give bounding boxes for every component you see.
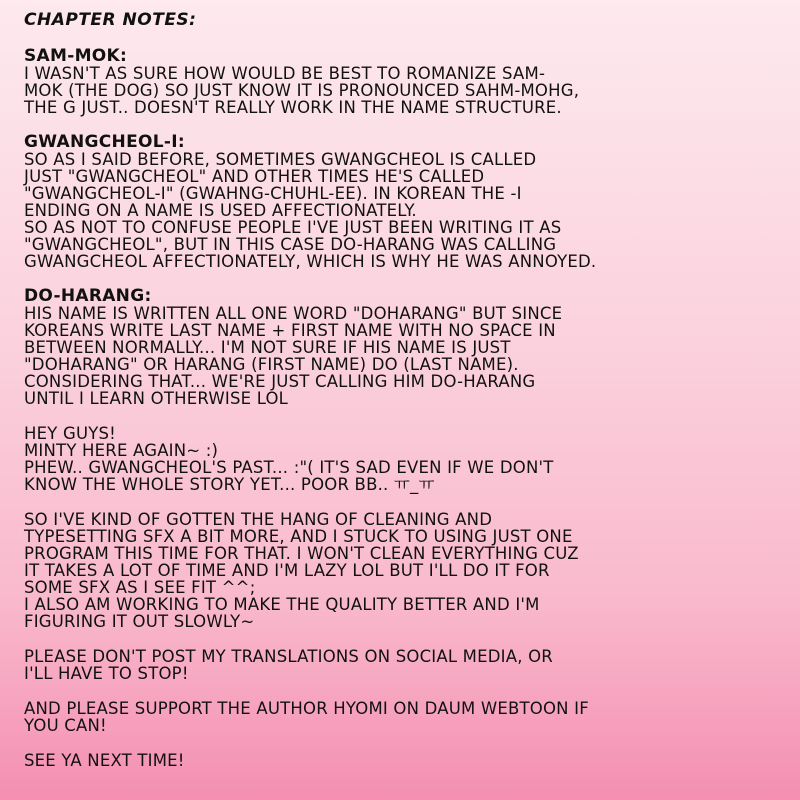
text-line: PROGRAM THIS TIME FOR THAT. I WON'T CLEAN EVERYTHING CUZ — [24, 544, 579, 563]
text-line: PHEW.. GWANGCHEOL'S PAST... :"( IT'S SAD EVEN IF WE DON'T — [24, 458, 554, 477]
text-line: PLEASE DON'T POST MY TRANSLATIONS ON SOCIAL MEDIA, OR — [24, 647, 553, 666]
page-title: CHAPTER NOTES: — [24, 10, 197, 30]
paragraph-greeting — [24, 425, 778, 493]
note-section-gwangcheol-i — [24, 134, 778, 270]
paragraph-signoff — [24, 752, 778, 769]
text-line: KOREANS WRITE LAST NAME + FIRST NAME WITH NO SPACE IN — [24, 321, 556, 340]
text-line: MINTY HERE AGAIN~ :) — [24, 441, 219, 460]
text-line: SO AS NOT TO CONFUSE PEOPLE I'VE JUST BEEN WRITING IT AS — [24, 218, 562, 237]
text-line: GWANGCHEOL AFFECTIONATELY, WHICH IS WHY HE WAS ANNOYED. — [24, 252, 597, 271]
text-line: HEY GUYS! — [24, 424, 116, 443]
text-line: MOK (THE DOG) SO JUST KNOW IT IS PRONOUNCED SAHM-MOHG, — [24, 81, 580, 100]
text-line: "GWANGCHEOL-I" (GWAHNG-CHUHL-EE). IN KOREAN THE -I — [24, 184, 522, 203]
section-heading: GWANGCHEOL-I: — [24, 132, 185, 152]
text-line: JUST "GWANGCHEOL" AND OTHER TIMES HE'S CALLED — [24, 167, 485, 186]
text-line: FIGURING IT OUT SLOWLY~ — [24, 612, 255, 631]
text-line: HIS NAME IS WRITTEN ALL ONE WORD "DOHARANG" BUT SINCE — [24, 304, 563, 323]
text-line: BETWEEN NORMALLY... I'M NOT SURE IF HIS NAME IS JUST — [24, 338, 511, 357]
paragraph-support-author — [24, 700, 778, 734]
text-line: SOME SFX AS I SEE FIT ^^; — [24, 578, 256, 597]
text-line: AND PLEASE SUPPORT THE AUTHOR HYOMI ON DAUM WEBTOON IF — [24, 699, 589, 718]
section-heading: SAM-MOK: — [24, 46, 128, 66]
translator-notes — [24, 425, 778, 769]
note-section-sam-mok — [24, 48, 778, 116]
text-line: KNOW THE WHOLE STORY YET... POOR BB.. ㅠ_ㅠ — [24, 475, 435, 494]
text-line: IT TAKES A LOT OF TIME AND I'M LAZY LOL BUT I'LL DO IT FOR — [24, 561, 550, 580]
section-heading: DO-HARANG: — [24, 286, 152, 306]
text-line: "GWANGCHEOL", BUT IN THIS CASE DO-HARANG WAS CALLING — [24, 235, 557, 254]
text-line: SO AS I SAID BEFORE, SOMETIMES GWANGCHEOL IS CALLED — [24, 150, 537, 169]
text-line: I WASN'T AS SURE HOW WOULD BE BEST TO ROMANIZE SAM- — [24, 64, 546, 83]
text-line: THE G JUST.. DOESN'T REALLY WORK IN THE NAME STRUCTURE. — [24, 98, 562, 117]
text-line: "DOHARANG" OR HARANG (FIRST NAME) DO (LAST NAME). — [24, 355, 519, 374]
text-line: ENDING ON A NAME IS USED AFFECTIONATELY. — [24, 201, 417, 220]
text-line: I'LL HAVE TO STOP! — [24, 664, 189, 683]
text-line: UNTIL I LEARN OTHERWISE LOL — [24, 389, 289, 408]
text-line: TYPESETTING SFX A BIT MORE, AND I STUCK TO USING JUST ONE — [24, 527, 573, 546]
text-line: CONSIDERING THAT... WE'RE JUST CALLING HIM DO-HARANG — [24, 372, 536, 391]
text-line: YOU CAN! — [24, 716, 107, 735]
paragraph-social-media — [24, 648, 778, 682]
text-line: I ALSO AM WORKING TO MAKE THE QUALITY BETTER AND I'M — [24, 595, 540, 614]
paragraph-sfx — [24, 511, 778, 630]
text-line: SEE YA NEXT TIME! — [24, 751, 185, 770]
note-section-do-harang — [24, 288, 778, 407]
text-line: SO I'VE KIND OF GOTTEN THE HANG OF CLEANING AND — [24, 510, 493, 529]
